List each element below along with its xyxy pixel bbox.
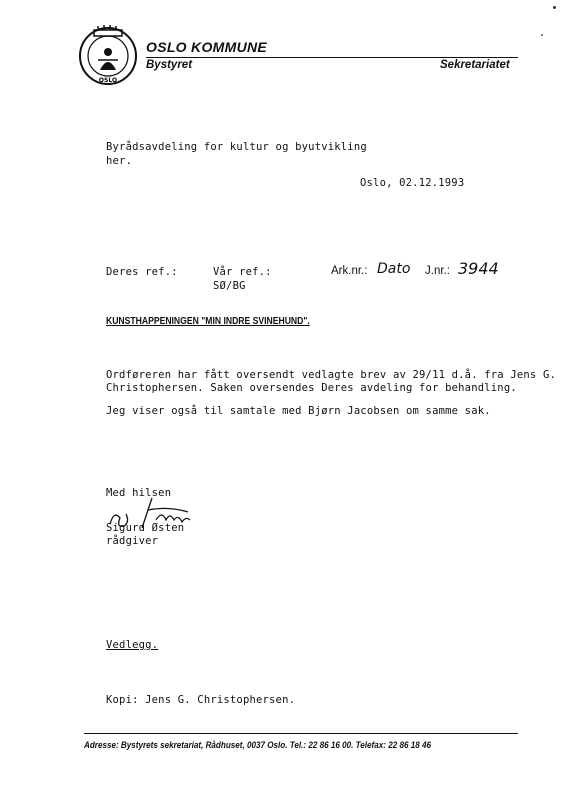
svg-text:OSLO: OSLO <box>98 77 118 84</box>
j-nr-label: J.nr.: <box>425 265 450 277</box>
organization-name: OSLO KOMMUNE <box>146 39 268 55</box>
recipient-line-1: Byrådsavdeling for kultur og byutvikling <box>106 141 367 153</box>
recipient-line-2: her. <box>106 155 133 167</box>
var-ref-label: Vår ref.: <box>213 266 272 278</box>
oslo-city-seal <box>76 22 140 86</box>
seal-icon <box>76 22 140 86</box>
ark-nr-value: Dato <box>377 261 411 277</box>
closing-title: rådgiver <box>106 535 159 547</box>
body-para1-line1: Ordføreren har fått oversendt vedlagte brev av 29/11 d.å. fra Jens G. <box>106 369 556 381</box>
j-nr-value: 3944 <box>458 259 499 278</box>
footer-rule <box>84 733 518 734</box>
copy-line: Kopi: Jens G. Christophersen. <box>106 694 296 706</box>
footer-address: Adresse: Bystyrets sekretariat, Rådhuset, 0037 Oslo. Tel.: 22 86 16 00. Telefax: 22 86 18 46 <box>84 740 431 750</box>
date-line: Oslo, 02.12.1993 <box>360 177 465 189</box>
var-ref-value: SØ/BG <box>213 280 246 292</box>
body-para2: Jeg viser også til samtale med Bjørn Jacobsen om samme sak. <box>106 405 491 417</box>
closing-greeting: Med hilsen <box>106 487 172 499</box>
subject-line: KUNSTHAPPENINGEN "MIN INDRE SVINEHUND". <box>106 315 310 327</box>
office-name: Sekretariatet <box>440 59 510 71</box>
closing-name: Sigurd Østen <box>106 522 185 534</box>
body-para1-line2: Christophersen. Saken oversendes Deres avdeling for behandling. <box>106 382 517 394</box>
scan-speck <box>541 34 543 36</box>
department-name: Bystyret <box>146 59 193 71</box>
attachment-label: Vedlegg. <box>106 639 159 651</box>
deres-ref-label: Deres ref.: <box>106 266 178 278</box>
header-rule <box>146 57 518 58</box>
ark-nr-label: Ark.nr.: <box>331 265 368 277</box>
scan-speck <box>553 6 556 9</box>
